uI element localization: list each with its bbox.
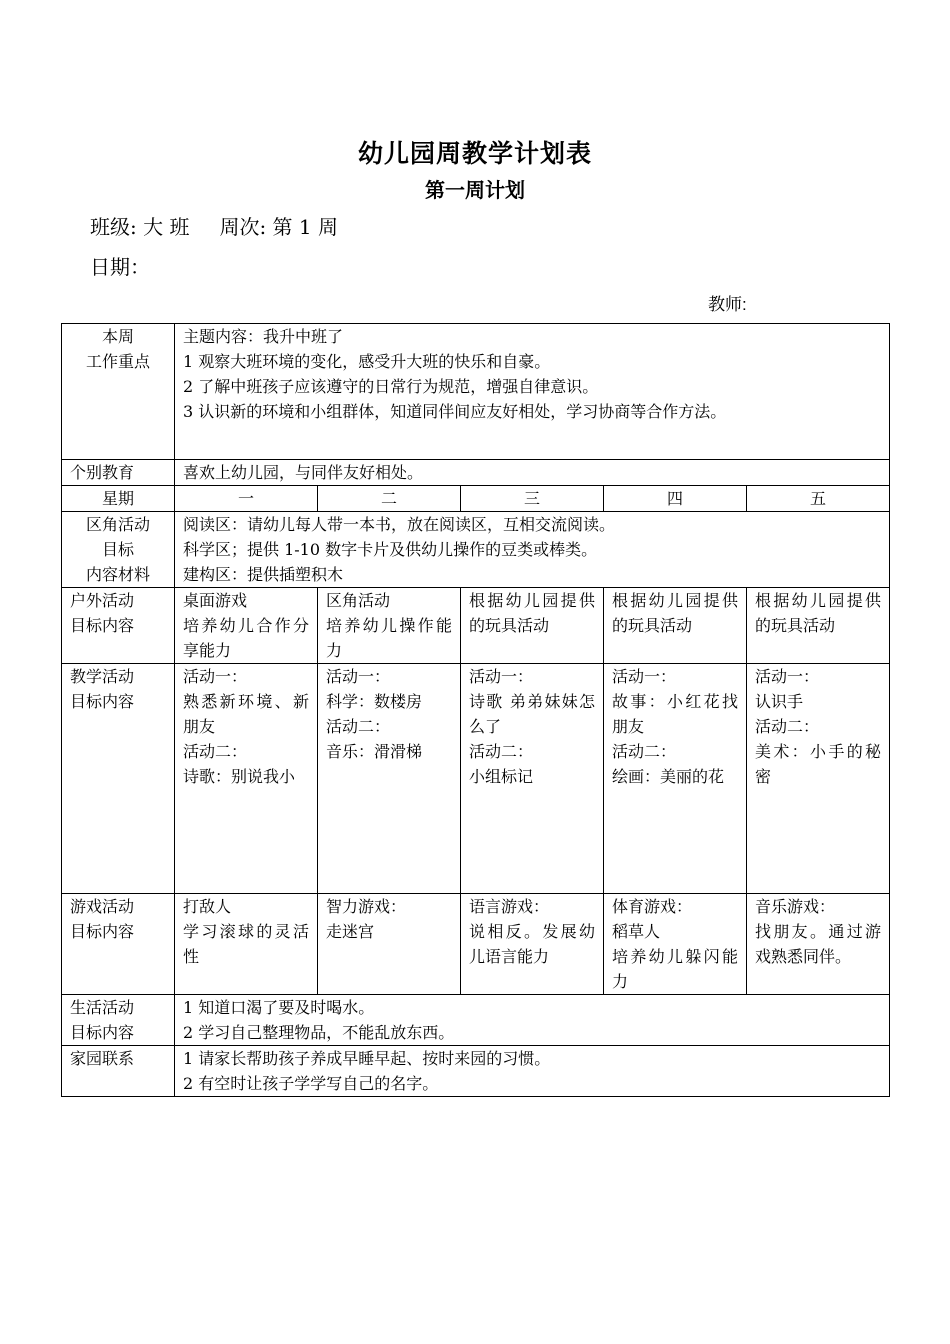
- corner-label: 区角活动 目标 内容材料: [62, 512, 175, 588]
- focus-row: [62, 324, 890, 460]
- life-content: 1 知道口渴了要及时喝水。 2 学习自己整理物品，不能乱放东西。: [175, 995, 890, 1046]
- weekday-header-row: [62, 486, 890, 512]
- weekday-1: 一: [175, 486, 318, 512]
- focus-label: 本周 工作重点: [62, 324, 175, 460]
- focus-content: 主题内容：我升中班了 1 观察大班环境的变化，感受升大班的快乐和自豪。 2 了解中班孩子应该遵守的日常行为规范，增强自律意识。 3 认识新的环境和小组群体，知道同伴间应友好相处，学习协商等合作方法。: [175, 324, 890, 460]
- corner-content: 阅读区：请幼儿每人带一本书，放在阅读区，互相交流阅读。 科学区；提供 1-10 数字卡片及供幼儿操作的豆类或棒类。 建构区：提供插塑积木: [175, 512, 890, 588]
- teaching-day-2: 活动一： 科学：数楼房 活动二： 音乐：滑滑梯: [318, 664, 461, 894]
- individual-row: [62, 460, 890, 486]
- class-week-line: [90, 211, 338, 240]
- life-row: [62, 995, 890, 1046]
- teaching-day-3: 活动一： 诗歌 弟弟妹妹怎么了 活动二： 小组标记: [461, 664, 604, 894]
- game-day-2: 智力游戏： 走迷宫: [318, 894, 461, 995]
- game-row: [62, 894, 890, 995]
- weekday-2: 二: [318, 486, 461, 512]
- game-day-5: 音乐游戏： 找朋友。通过游戏熟悉同伴。: [747, 894, 890, 995]
- individual-label: 个别教育: [62, 460, 175, 486]
- home-content: 1 请家长帮助孩子养成早睡早起、按时来园的习惯。 2 有空时让孩子学学写自己的名字。: [175, 1046, 890, 1097]
- teaching-label: 教学活动 目标内容: [62, 664, 175, 894]
- teaching-row: [62, 664, 890, 894]
- outdoor-day-5: 根据幼儿园提供的玩具活动: [747, 588, 890, 664]
- game-day-1: 打敌人 学习滚球的灵活性: [175, 894, 318, 995]
- week-label: 周次: 第 1 周: [219, 215, 338, 239]
- outdoor-day-4: 根据幼儿园提供的玩具活动: [604, 588, 747, 664]
- teaching-day-1: 活动一： 熟悉新环境、新朋友 活动二： 诗歌：别说我小: [175, 664, 318, 894]
- outdoor-day-1: 桌面游戏 培养幼儿合作分享能力: [175, 588, 318, 664]
- teacher-label: 教师:: [708, 295, 747, 314]
- weekday-4: 四: [604, 486, 747, 512]
- game-label: 游戏活动 目标内容: [62, 894, 175, 995]
- weekday-5: 五: [747, 486, 890, 512]
- home-label: 家园联系: [62, 1046, 175, 1097]
- outdoor-day-2: 区角活动 培养幼儿操作能力: [318, 588, 461, 664]
- document-title: 幼儿园周教学计划表: [357, 139, 592, 168]
- life-label: 生活活动 目标内容: [62, 995, 175, 1046]
- corner-row: [62, 512, 890, 588]
- plan-table: [61, 323, 890, 1097]
- weekday-3: 三: [461, 486, 604, 512]
- outdoor-label: 户外活动 目标内容: [62, 588, 175, 664]
- class-label: 班级: 大 班: [90, 215, 190, 239]
- game-day-4: 体育游戏： 稻草人 培养幼儿躲闪能力: [604, 894, 747, 995]
- outdoor-day-3: 根据幼儿园提供的玩具活动: [461, 588, 604, 664]
- teaching-day-4: 活动一： 故事：小红花找朋友 活动二： 绘画：美丽的花: [604, 664, 747, 894]
- document-subtitle: 第一周计划: [425, 178, 525, 202]
- weekday-label: 星期: [62, 486, 175, 512]
- outdoor-row: [62, 588, 890, 664]
- teaching-day-5: 活动一： 认识手 活动二： 美术：小手的秘密: [747, 664, 890, 894]
- game-day-3: 语言游戏： 说相反。发展幼儿语言能力: [461, 894, 604, 995]
- home-row: [62, 1046, 890, 1097]
- individual-content: 喜欢上幼儿园，与同伴友好相处。: [175, 460, 890, 486]
- date-label: 日期：: [90, 255, 150, 279]
